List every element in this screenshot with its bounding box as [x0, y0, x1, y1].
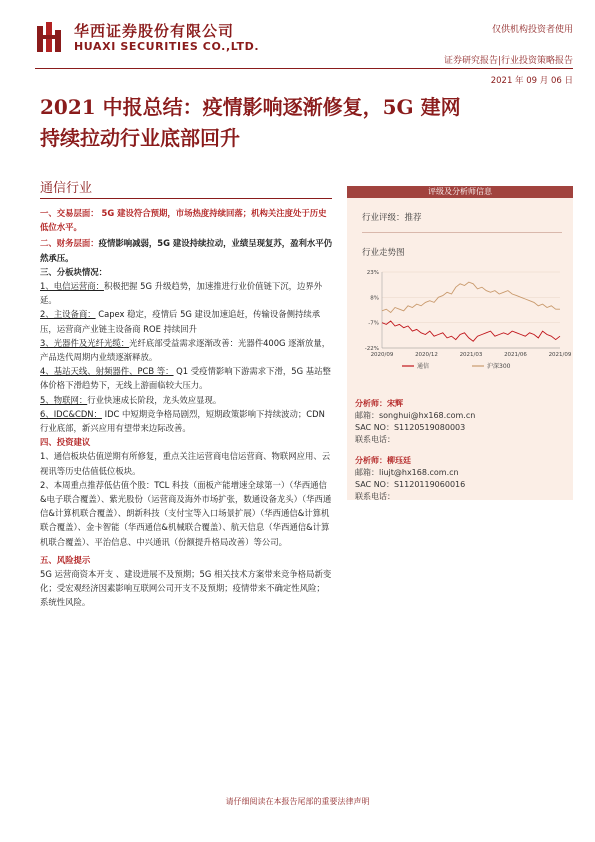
segment-item [40, 364, 332, 392]
report-category: 证券研究报告|行业投资策略报告 [443, 56, 573, 66]
segment-item [40, 393, 332, 407]
segment-text: 光纤底部受益需求逐渐改善：光器件400G 逐渐放量，产品迭代周期内业绩逐渐释放。 [40, 337, 331, 363]
segment-label: 3、光器件及光纤光缆： [40, 337, 130, 348]
x-tick-label: 2021/03 [459, 352, 483, 358]
analyst-sac: SAC NO：S1120519080003 [355, 423, 466, 432]
segment-text: Capex 稳定，疫情后 5G 建设加速追赶，传输设备侧持续承压，运营商产业链主设备商 ROE 持续回升 [40, 309, 321, 334]
financial-paragraph [40, 236, 332, 264]
trend-chart-title: 行业走势图 [362, 248, 405, 258]
industry-trend-chart [354, 266, 572, 380]
report-date: 2021 年 09 月 06 日 [490, 76, 573, 86]
segment-item [40, 279, 332, 307]
report-title-line1: 2021 中报总结：疫情影响逐渐修复，5G 建网 [40, 95, 461, 119]
segment-item [40, 336, 332, 364]
industry-name: 通信行业 [40, 181, 93, 196]
segment-text: 行业快速成长阶段，龙头效应显现。 [87, 394, 222, 405]
analyst-phone: 联系电话： [355, 435, 395, 444]
analyst-name: 分析师：宋辉 [355, 399, 403, 408]
analyst-email: 邮箱：songhui@hx168.com.cn [355, 411, 476, 420]
summary-body [40, 206, 332, 610]
rating-value: 推荐 [404, 213, 422, 223]
rating-divider [362, 232, 562, 233]
analyst-name: 分析师：柳珏廷 [355, 456, 411, 465]
huaxi-logo-icon [35, 22, 65, 54]
investment-heading: 四、投资建议 [40, 437, 91, 448]
y-tick-label: -22% [364, 346, 379, 352]
segment-text: 积极把握 5G 升级趋势，加速推进行业价值链下沉，边界外延。 [40, 281, 323, 306]
y-tick-label: -7% [368, 320, 379, 327]
analyst-email: 邮箱：liujt@hx168.com.cn [355, 468, 459, 477]
industry-divider [40, 198, 332, 199]
x-tick-label: 2020/09 [370, 352, 394, 358]
company-name-cn: 华西证券股份有限公司 [74, 22, 235, 40]
financial-text: 疫情影响减弱，5G 建设持续拉动，业绩呈现复苏，盈利水平仍然承压。 [40, 238, 332, 263]
rating-label: 行业评级： [362, 213, 405, 223]
header-divider [35, 68, 573, 69]
segment-item [40, 307, 332, 335]
y-tick-label: 23% [366, 270, 379, 276]
segment-label: 1、电信运营商： [40, 281, 104, 292]
industry-rating [362, 211, 422, 223]
investment-point: 2、本周重点推荐低估值个股：TCL 科技（面板产能增速全球第一）（华西通信&电子联合覆盖）、紫光股份（运营商及海外市场扩张，数通设备龙头）（华西通信&计算机联合覆盖）、朗新科技（支付宝等入口场景扩展）（华西通信&计算机联合覆盖）、金卡智能（华西通信&机械联合覆盖）、航天信息（华西通信&计算机联合覆盖）、平治信息、中兴通讯（份额提升格局改善）等公司。 [40, 479, 332, 547]
risk-heading: 五、风险提示 [40, 554, 91, 565]
segment-item [40, 407, 332, 435]
series-line-0 [382, 321, 560, 341]
report-title-line2: 持续拉动行业底部回升 [40, 126, 240, 150]
audience-note: 仅供机构投资者使用 [491, 25, 573, 35]
risk-text: 5G 运营商资本开支 、建设进展不及预期；5G 相关技术方案带来竞争格局新变化；受宏观经济因素影响互联网公司开支不及预期；疫情带来不确定性风险；系统性风险。 [40, 569, 332, 608]
x-tick-label: 2020/12 [415, 352, 438, 358]
analyst-phone: 联系电话： [355, 492, 395, 501]
legal-footer: 请仔细阅读在本报告尾部的重要法律声明 [225, 797, 370, 806]
y-tick-label: 8% [370, 295, 379, 302]
segment-text: IDC 中短期竞争格局剧烈，短期政策影响下持续波动；CDN 行业底部，新兴应用有望带来边际改善。 [40, 408, 325, 434]
legend-label: 通信 [417, 363, 430, 370]
x-tick-label: 2021/06 [504, 352, 527, 358]
panel-header: 评级及分析师信息 [347, 186, 573, 198]
segment-text: Q1 受疫情影响下游需求下滑，5G 基站整体价格下滑趋势下，无线上游面临较大压力。 [40, 366, 331, 391]
trading-text: 5G 建设符合预期，市场热度持续回落；机构关注度处于历史低位水平。 [40, 208, 327, 233]
segment-label: 6、IDC&CDN： [40, 408, 102, 419]
segment-label: 2、主设备商： [40, 309, 96, 320]
trading-paragraph [40, 206, 332, 234]
x-tick-label: 2021/09 [548, 352, 572, 358]
analyst-sac: SAC NO：S1120119060016 [355, 480, 466, 489]
segment-label: 5、物联网： [40, 394, 88, 405]
analyst-block [355, 398, 475, 446]
analyst-block [355, 455, 465, 503]
segment-label: 4、基站天线、射频器件、PCB 等： [40, 366, 174, 377]
investment-point: 1、通信板块估值逆期有所修复，重点关注运营商电信运营商、物联网应用、云视讯等历史估值低位板块。 [40, 451, 331, 476]
trading-label: 一、交易层面： [40, 208, 99, 218]
financial-label: 二、财务层面： [40, 238, 99, 249]
legend-label: 沪深300 [487, 363, 511, 370]
report-title [40, 92, 560, 154]
company-name-en: HUAXI SECURITIES CO.,LTD. [74, 40, 260, 53]
segments-heading: 三、分板块情况： [40, 266, 107, 277]
